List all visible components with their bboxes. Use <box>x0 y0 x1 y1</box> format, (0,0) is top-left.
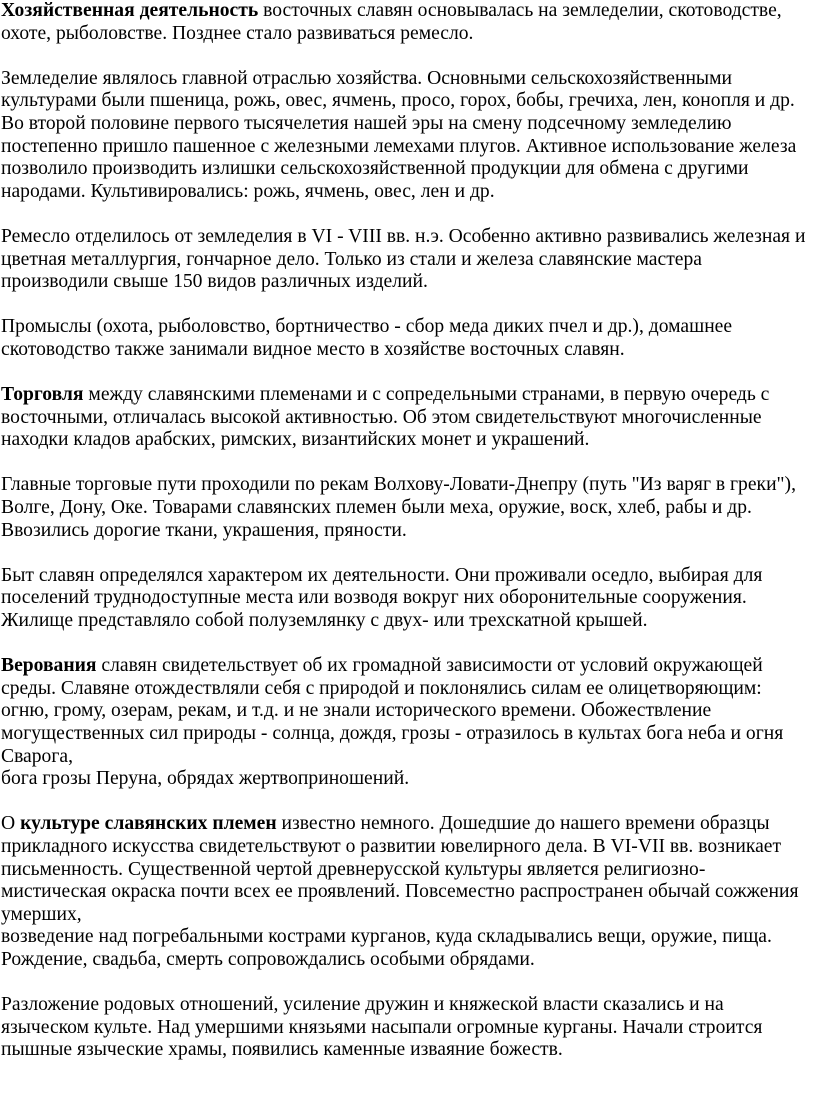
text-line <box>1 610 813 633</box>
text-run: умерших, <box>1 903 82 925</box>
text-line <box>1 813 813 836</box>
text-run: Рождение, свадьба, смерть сопровождались особыми обрядами. <box>1 948 535 970</box>
paragraph <box>1 316 813 361</box>
text-line <box>1 655 813 678</box>
text-run: Разложение родовых отношений, усиление дружин и княжеской власти сказались и на <box>1 994 724 1016</box>
text-run: Волге, Дону, Оке. Товарами славянских племен были меха, оружие, воск, хлеб, рабы и др. <box>1 497 752 519</box>
text-line <box>1 384 813 407</box>
text-line <box>1 836 813 859</box>
text-line <box>1 678 813 701</box>
text-line <box>1 1039 813 1062</box>
text-line <box>1 926 813 949</box>
text-run: между славянскими племенами и с сопредельными странами, в первую очередь с <box>83 384 770 406</box>
text-run: Ввозились дорогие ткани, украшения, пряности. <box>1 519 407 541</box>
text-run: славян свидетельствует об их громадной зависимости от условий окружающей <box>96 655 763 677</box>
text-run: Во второй половине первого тысячелетия нашей эры на смену подсечному земледелию <box>1 112 732 134</box>
paragraph <box>1 655 813 791</box>
text-run: огню, грому, озерам, рекам, и т.д. и не знали исторического времени. Обожествление <box>1 700 712 722</box>
text-line <box>1 407 813 430</box>
text-line <box>1 497 813 520</box>
text-line <box>1 474 813 497</box>
text-run: позволило производить излишки сельскохозяйственной продукции для обмена с другими <box>1 158 749 180</box>
text-line <box>1 226 813 249</box>
text-line <box>1 904 813 927</box>
text-run: мистическая окраска почти всех ее проявлений. Повсеместно распространен обычай сожжения <box>1 881 799 903</box>
text-line <box>1 429 813 452</box>
text-run: Главные торговые пути проходили по рекам Волхову-Ловати-Днепру (путь "Из варяг в греки"), <box>1 474 796 496</box>
text-run: Жилище представляло собой полуземлянку с двух- или трехскатной крышей. <box>1 610 648 632</box>
text-line <box>1 700 813 723</box>
text-line <box>1 181 813 204</box>
text-run: восточными, отличалась высокой активностью. Об этом свидетельствуют многочисленные <box>1 406 762 428</box>
paragraph <box>1 68 813 204</box>
text-line <box>1 68 813 91</box>
paragraph <box>1 565 813 633</box>
text-line <box>1 1017 813 1040</box>
text-run: среды. Славяне отождествляли себя с природой и поклонялись силам ее олицетворяющим: <box>1 677 762 699</box>
text-line <box>1 746 813 769</box>
text-run: могущественных сил природы - солнца, дождя, грозы - отразилось в культах бога неба и огня <box>1 723 784 744</box>
text-run: цветная металлургия, гончарное дело. Только из стали и железа славянские мастера <box>1 248 702 270</box>
text-line <box>1 859 813 882</box>
paragraph <box>1 474 813 542</box>
text-line <box>1 881 813 904</box>
text-run: бога грозы Перуна, обрядах жертвоприношений. <box>1 768 410 790</box>
bold-term: Верования <box>1 655 97 677</box>
text-line <box>1 271 813 294</box>
text-run: культурами были пшеница, рожь, овес, ячмень, просо, горох, бобы, гречиха, лен, конопля и др. <box>1 90 795 112</box>
text-line <box>1 113 813 136</box>
text-run: Быт славян определялся характером их деятельности. Они проживали оседло, выбирая для <box>1 564 763 586</box>
text-line <box>1 23 813 46</box>
text-run: поселений труднодоступные места или возводя вокруг них оборонительные сооружения. <box>1 587 747 609</box>
bold-term: Торговля <box>1 384 84 406</box>
text-line <box>1 587 813 610</box>
text-run: находки кладов арабских, римских, византийских монет и украшений. <box>1 429 590 451</box>
text-run: постепенно пришло пашенное с железными лемехами плугов. Активное использование железа <box>1 135 797 157</box>
text-run: Сварога, <box>1 745 73 767</box>
text-line <box>1 0 813 23</box>
text-run: скотоводство также занимали видное место в хозяйстве восточных славян. <box>1 338 625 360</box>
text-line <box>1 339 813 362</box>
bold-term: культуре славянских племен <box>20 813 277 835</box>
text-run: Ремесло отделилось от земледелия в VI - VIII вв. н.э. Особенно активно развивались железная и <box>1 225 806 247</box>
text-run: возведение над погребальными кострами курганов, куда складывались вещи, оружие, пища. <box>1 926 772 948</box>
text-line <box>1 90 813 113</box>
text-run: известно немного. Дошедшие до нашего времени образцы <box>276 813 770 835</box>
paragraph <box>1 226 813 294</box>
paragraph <box>1 384 813 452</box>
text-line <box>1 520 813 543</box>
text-line <box>1 723 813 746</box>
paragraph <box>1 994 813 1062</box>
bold-term: Хозяйственная деятельность <box>1 0 259 21</box>
text-line <box>1 565 813 588</box>
text-run: восточных славян основывалась на земледелии, скотоводстве, <box>258 0 782 21</box>
text-line <box>1 949 813 972</box>
text-line <box>1 136 813 159</box>
text-run: письменность. Существенной чертой древнерусской культуры является религиозно- <box>1 858 706 880</box>
text-line <box>1 158 813 181</box>
text-line <box>1 249 813 272</box>
text-run: прикладного искусства свидетельствуют о развитии ювелирного дела. В VI-VII вв. возникает <box>1 835 782 857</box>
text-line <box>1 994 813 1017</box>
text-line <box>1 316 813 339</box>
text-line <box>1 768 813 791</box>
text-run: Земледелие являлось главной отраслью хозяйства. Основными сельскохозяйственными <box>1 67 732 89</box>
paragraph <box>1 0 813 45</box>
text-run: языческом культе. Над умершими князьями насыпали огромные курганы. Начали строится <box>1 1016 763 1038</box>
text-run: Промыслы (охота, рыболовство, бортничество - сбор меда диких пчел и др.), домашнее <box>1 316 733 338</box>
text-run: производили свыше 150 видов различных изделий. <box>1 271 428 293</box>
paragraph <box>1 813 813 971</box>
text-run: пышные языческие храмы, появились каменные изваяние божеств. <box>1 1039 563 1061</box>
text-run: охоте, рыболовстве. Позднее стало развиваться ремесло. <box>1 22 474 44</box>
text-run: О <box>1 813 21 835</box>
text-run: народами. Культивировались: рожь, ячмень, овес, лен и др. <box>1 180 495 202</box>
document-body <box>1 0 813 1085</box>
